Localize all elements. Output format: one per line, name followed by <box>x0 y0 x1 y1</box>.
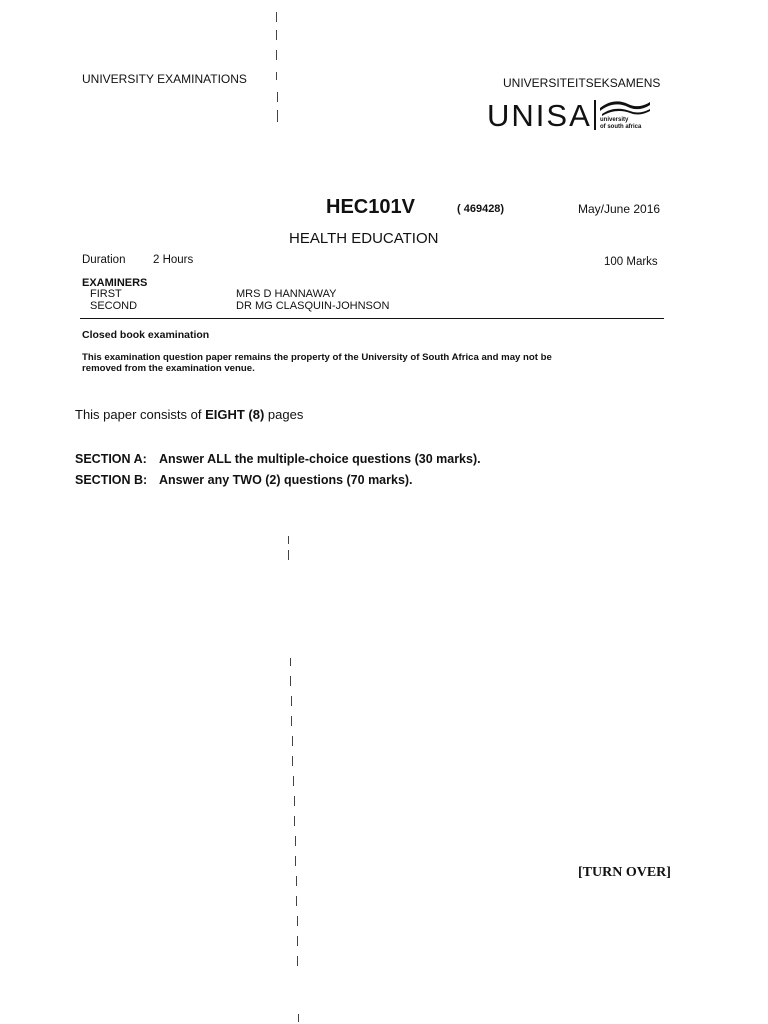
section-a-text: Answer ALL the multiple-choice questions (30 marks). <box>159 452 481 466</box>
turn-over-label: [TURN OVER] <box>578 865 671 880</box>
header-divider <box>80 318 664 319</box>
logo-divider <box>594 100 596 130</box>
section-b-text: Answer any TWO (2) questions (70 marks). <box>159 473 413 487</box>
property-note-line2: removed from the examination venue. <box>82 363 255 374</box>
examiners-heading: EXAMINERS <box>82 277 148 289</box>
closed-book-note: Closed book examination <box>82 329 210 341</box>
page-count-suffix: pages <box>264 407 304 422</box>
logo-sub-line2: of south africa <box>600 124 642 130</box>
examiner-first-label: FIRST <box>90 288 122 300</box>
section-b-label: SECTION B: <box>75 473 148 487</box>
page-count-number: EIGHT (8) <box>205 407 265 422</box>
header-left-title: UNIVERSITY EXAMINATIONS <box>82 72 247 86</box>
page-count-prefix: This paper consists of <box>75 407 206 422</box>
property-note-line1: This examination question paper remains the property of the University of South Africa and may not be <box>82 352 552 363</box>
header-right-title: UNIVERSITEITSEKSAMENS <box>503 76 661 90</box>
duration-value: 2 Hours <box>153 254 194 266</box>
unisa-flag-icon <box>598 98 652 118</box>
paper-number: ( 469428) <box>457 203 505 215</box>
exam-session: May/June 2016 <box>578 202 661 216</box>
total-marks: 100 Marks <box>604 256 658 268</box>
course-title: HEALTH EDUCATION <box>289 230 439 247</box>
examiner-second-name: DR MG CLASQUIN-JOHNSON <box>236 300 390 312</box>
logo-wordmark: UNISA <box>487 98 592 133</box>
examiner-first-name: MRS D HANNAWAY <box>236 288 337 300</box>
duration-label: Duration <box>82 254 126 266</box>
page-count-line <box>75 407 303 422</box>
logo-sub-line1: university <box>600 117 629 123</box>
course-code: HEC101V <box>326 196 415 218</box>
examiner-second-label: SECOND <box>90 300 138 312</box>
section-a-label: SECTION A: <box>75 452 147 466</box>
